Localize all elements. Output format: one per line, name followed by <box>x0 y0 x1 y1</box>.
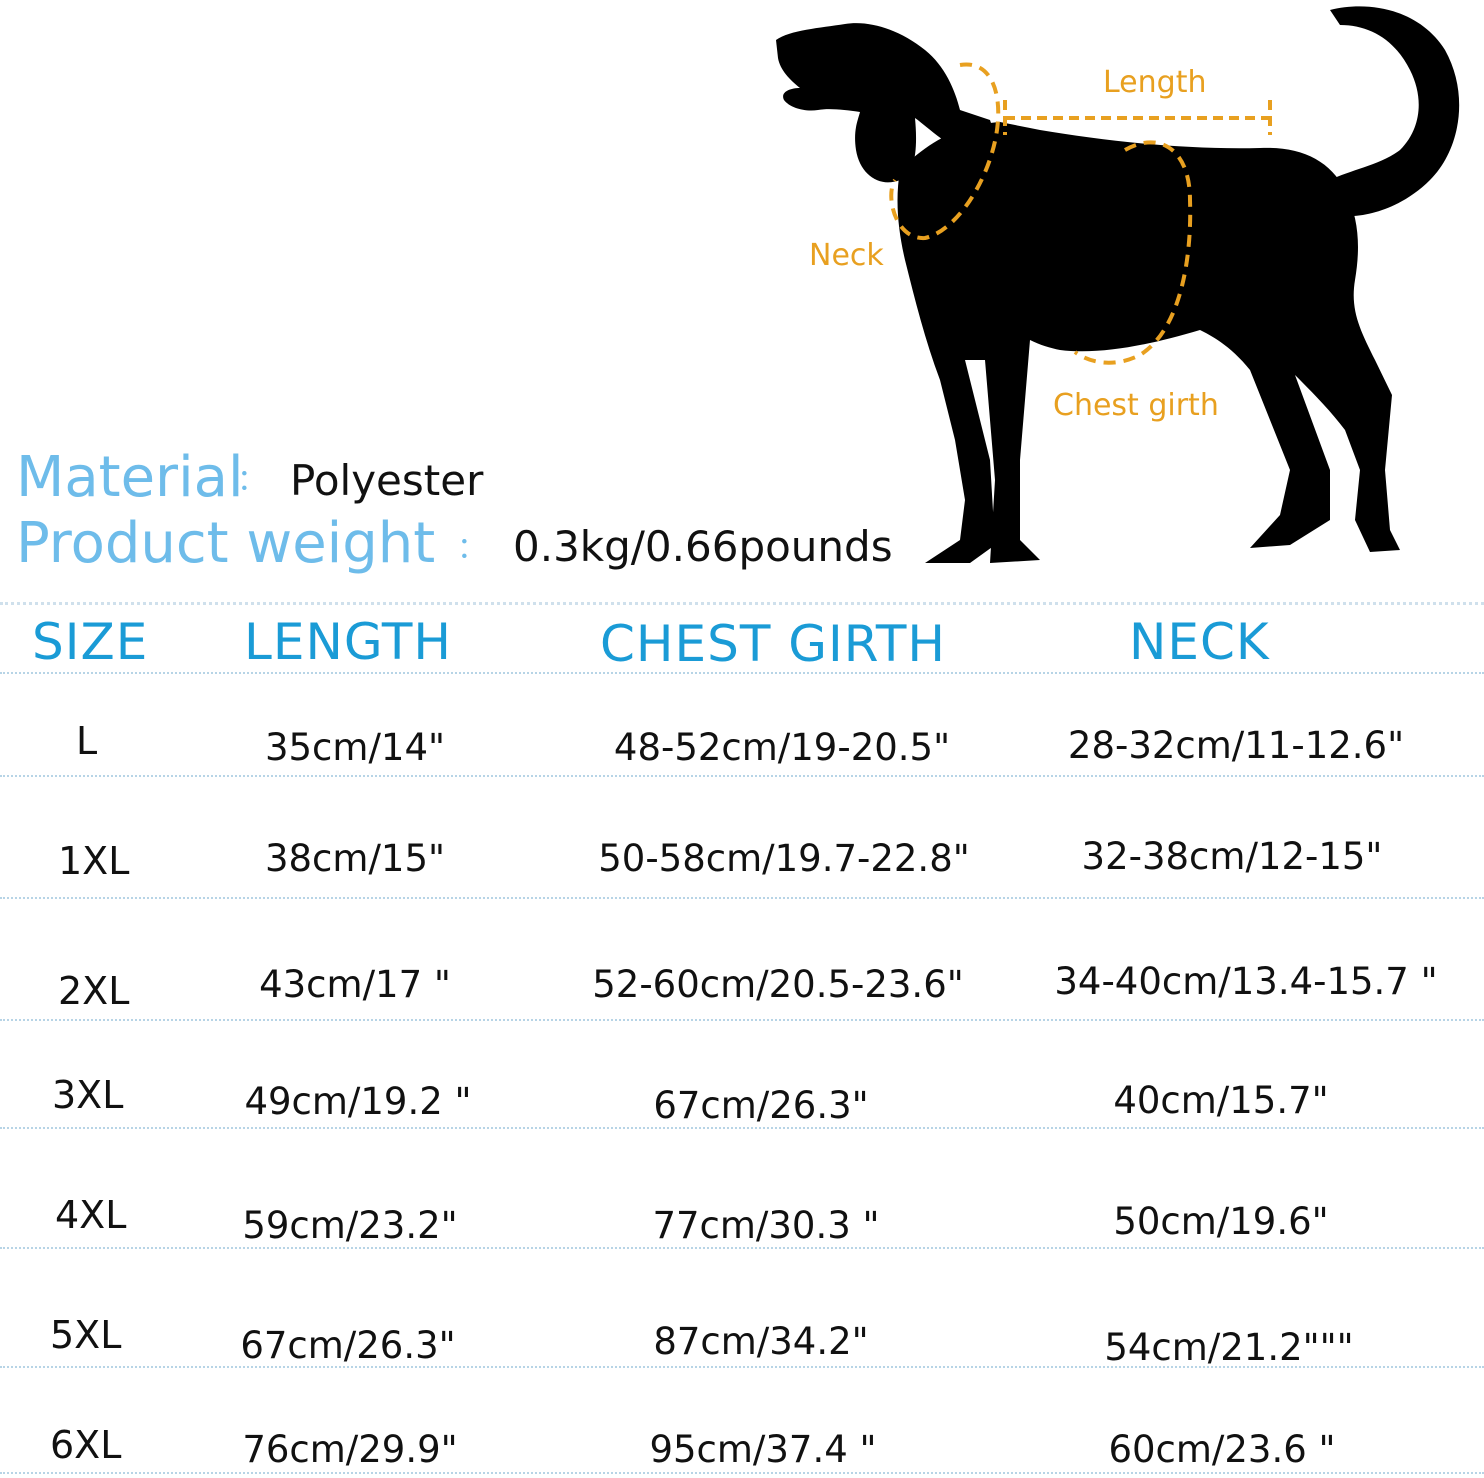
chest-cell: 67cm/26.3" <box>653 1084 869 1127</box>
row-divider <box>0 775 1484 777</box>
length-cell: 76cm/29.9" <box>242 1428 458 1471</box>
row-divider <box>0 1472 1484 1474</box>
row-divider <box>0 1019 1484 1021</box>
length-cell: 67cm/26.3" <box>240 1324 456 1367</box>
weight-label: Product weight <box>16 511 436 576</box>
header-size: SIZE <box>32 613 149 671</box>
neck-label: Neck <box>809 238 884 273</box>
chest-cell: 50-58cm/19.7-22.8" <box>598 837 970 880</box>
chest-cell: 77cm/30.3 " <box>652 1204 880 1247</box>
neck-cell: 34-40cm/13.4-15.7 " <box>1054 960 1438 1003</box>
header-neck: NECK <box>1129 613 1270 671</box>
length-cell: 49cm/19.2 " <box>244 1080 472 1123</box>
chest-cell: 95cm/37.4 " <box>649 1428 877 1471</box>
neck-cell: 32-38cm/12-15" <box>1081 835 1383 878</box>
length-measure-line <box>1005 100 1270 135</box>
material-separator: ： <box>236 459 273 500</box>
neck-cell: 28-32cm/11-12.6" <box>1067 724 1405 767</box>
neck-cell: 60cm/23.6 " <box>1108 1428 1336 1471</box>
table-top-divider <box>0 602 1484 605</box>
weight-separator: ： <box>456 527 493 568</box>
size-cell: 2XL <box>58 969 130 1013</box>
length-label: Length <box>1103 65 1207 100</box>
row-divider <box>0 1247 1484 1249</box>
length-cell: 38cm/15" <box>264 837 446 880</box>
header-divider <box>0 672 1484 674</box>
chest-cell: 48-52cm/19-20.5" <box>613 726 951 769</box>
size-cell: 6XL <box>50 1423 122 1467</box>
material-value: Polyester <box>290 456 484 505</box>
length-cell: 59cm/23.2" <box>242 1204 458 1247</box>
length-cell: 35cm/14" <box>264 726 446 769</box>
row-divider <box>0 1366 1484 1368</box>
chest-cell: 52-60cm/20.5-23.6" <box>592 963 964 1006</box>
size-cell: 3XL <box>52 1073 124 1117</box>
neck-cell: 54cm/21.2""" <box>1104 1326 1354 1369</box>
chest-cell: 87cm/34.2" <box>653 1320 869 1363</box>
neck-cell: 40cm/15.7" <box>1113 1079 1329 1122</box>
weight-value: 0.3kg/0.66pounds <box>513 522 893 571</box>
row-divider <box>0 897 1484 899</box>
size-cell: L <box>76 719 98 763</box>
row-divider <box>0 1127 1484 1129</box>
header-chest-girth: CHEST GIRTH <box>600 615 947 673</box>
header-length: LENGTH <box>244 613 452 671</box>
chest-girth-label: Chest girth <box>1053 388 1219 423</box>
material-label: Material <box>16 445 244 510</box>
size-cell: 5XL <box>50 1313 122 1357</box>
size-cell: 4XL <box>55 1193 127 1237</box>
neck-cell: 50cm/19.6" <box>1113 1200 1329 1243</box>
size-cell: 1XL <box>58 839 130 883</box>
length-cell: 43cm/17 " <box>259 963 451 1006</box>
dog-measurement-diagram <box>760 0 1484 580</box>
